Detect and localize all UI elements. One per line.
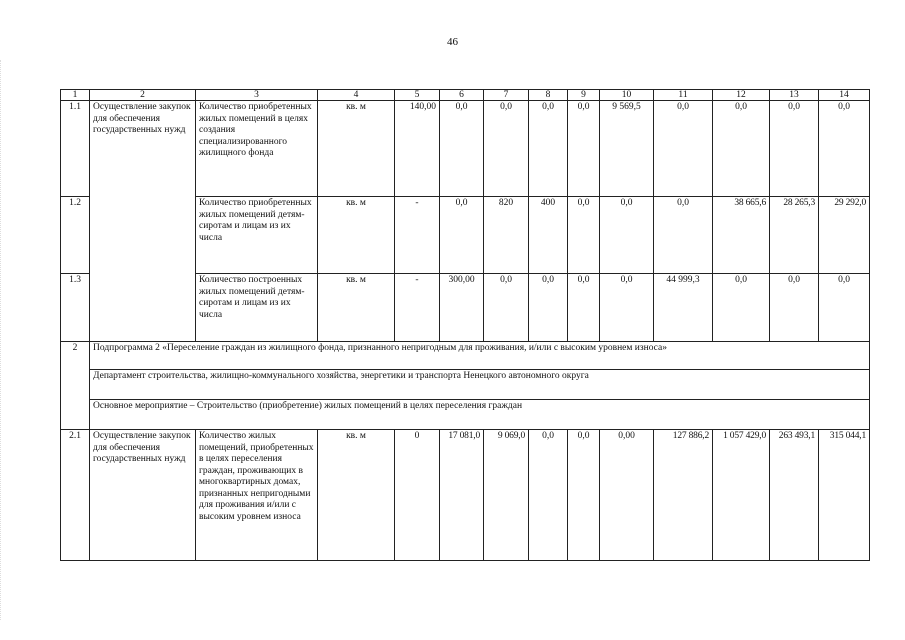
table-row	[61, 430, 870, 561]
value-cell: 127 886,2	[654, 430, 713, 561]
indicators-table	[60, 89, 870, 561]
value-cell: 820	[484, 197, 529, 274]
value-cell: 0,00	[600, 430, 654, 561]
department-name: Департамент строительства, жилищно-коммунального хозяйства, энергетики и транспорта Ненецкого автономного округа	[90, 370, 870, 400]
value-cell: 0,0	[654, 101, 713, 197]
value-cell: -	[395, 274, 440, 342]
activity-name: Осуществление закупок для обеспечения государственных нужд	[90, 101, 196, 342]
value-cell: 0,0	[770, 274, 819, 342]
value-cell: 0,0	[819, 274, 870, 342]
indicator-name: Количество приобретенных жилых помещений в целях создания специализированного жилищного фонда	[196, 101, 318, 197]
department-row	[61, 370, 870, 400]
value-cell: 0,0	[819, 101, 870, 197]
value-cell: 1 057 429,0	[713, 430, 770, 561]
unit: кв. м	[318, 430, 395, 561]
main-activity-title: Основное мероприятие – Строительство (приобретение) жилых помещений в целях переселения граждан	[90, 400, 870, 430]
value-cell: 0,0	[484, 274, 529, 342]
row-number: 2	[61, 342, 90, 430]
col-number: 3	[196, 90, 318, 101]
value-cell: 300,00	[440, 274, 484, 342]
col-number: 10	[600, 90, 654, 101]
value-cell: 0,0	[770, 101, 819, 197]
unit: кв. м	[318, 101, 395, 197]
col-number: 5	[395, 90, 440, 101]
activity-name: Осуществление закупок для обеспечения государственных нужд	[90, 430, 196, 561]
value-cell: 9 069,0	[484, 430, 529, 561]
value-cell: 0,0	[440, 197, 484, 274]
value-cell: 0,0	[654, 197, 713, 274]
value-cell: 0,0	[568, 274, 600, 342]
page-number: 46	[447, 36, 458, 48]
value-cell: -	[395, 197, 440, 274]
col-number: 14	[819, 90, 870, 101]
value-cell: 0,0	[713, 101, 770, 197]
value-cell: 0,0	[600, 197, 654, 274]
row-number: 1.3	[61, 274, 90, 342]
unit: кв. м	[318, 197, 395, 274]
value-cell: 17 081,0	[440, 430, 484, 561]
value-cell: 263 493,1	[770, 430, 819, 561]
col-number: 8	[529, 90, 568, 101]
value-cell: 0,0	[568, 430, 600, 561]
unit: кв. м	[318, 274, 395, 342]
subprogram-row	[61, 342, 870, 370]
value-cell: 0	[395, 430, 440, 561]
col-number: 7	[484, 90, 529, 101]
value-cell: 140,00	[395, 101, 440, 197]
value-cell: 0,0	[568, 101, 600, 197]
col-number: 11	[654, 90, 713, 101]
table-row	[61, 101, 870, 197]
value-cell: 0,0	[600, 274, 654, 342]
col-number: 9	[568, 90, 600, 101]
indicator-name: Количество жилых помещений, приобретенных в целях переселения граждан, проживающих в многоквартирных домах, признанных непригодными для проживания и/или с высоким уровнем износа	[196, 430, 318, 561]
col-number: 6	[440, 90, 484, 101]
column-numbers-row	[61, 90, 870, 101]
indicator-name: Количество приобретенных жилых помещений детям-сиротам и лицам из их числа	[196, 197, 318, 274]
value-cell: 0,0	[484, 101, 529, 197]
subprogram-title: Подпрограмма 2 «Переселение граждан из жилищного фонда, признанного непригодным для проживания, и/или с высоким уровнем износа»	[90, 342, 870, 370]
col-number: 2	[90, 90, 196, 101]
col-number: 4	[318, 90, 395, 101]
row-number: 1.1	[61, 101, 90, 197]
main-activity-row	[61, 400, 870, 430]
value-cell: 400	[529, 197, 568, 274]
value-cell: 38 665,6	[713, 197, 770, 274]
indicator-name: Количество построенных жилых помещений детям-сиротам и лицам из их числа	[196, 274, 318, 342]
value-cell: 315 044,1	[819, 430, 870, 561]
value-cell: 28 265,3	[770, 197, 819, 274]
value-cell: 0,0	[529, 274, 568, 342]
page-edge-shadow	[0, 60, 2, 620]
value-cell: 0,0	[440, 101, 484, 197]
value-cell: 9 569,5	[600, 101, 654, 197]
row-number: 2.1	[61, 430, 90, 561]
col-number: 12	[713, 90, 770, 101]
col-number: 13	[770, 90, 819, 101]
value-cell: 0,0	[529, 101, 568, 197]
value-cell: 44 999,3	[654, 274, 713, 342]
value-cell: 0,0	[713, 274, 770, 342]
value-cell: 29 292,0	[819, 197, 870, 274]
value-cell: 0,0	[529, 430, 568, 561]
row-number: 1.2	[61, 197, 90, 274]
col-number: 1	[61, 90, 90, 101]
value-cell: 0,0	[568, 197, 600, 274]
